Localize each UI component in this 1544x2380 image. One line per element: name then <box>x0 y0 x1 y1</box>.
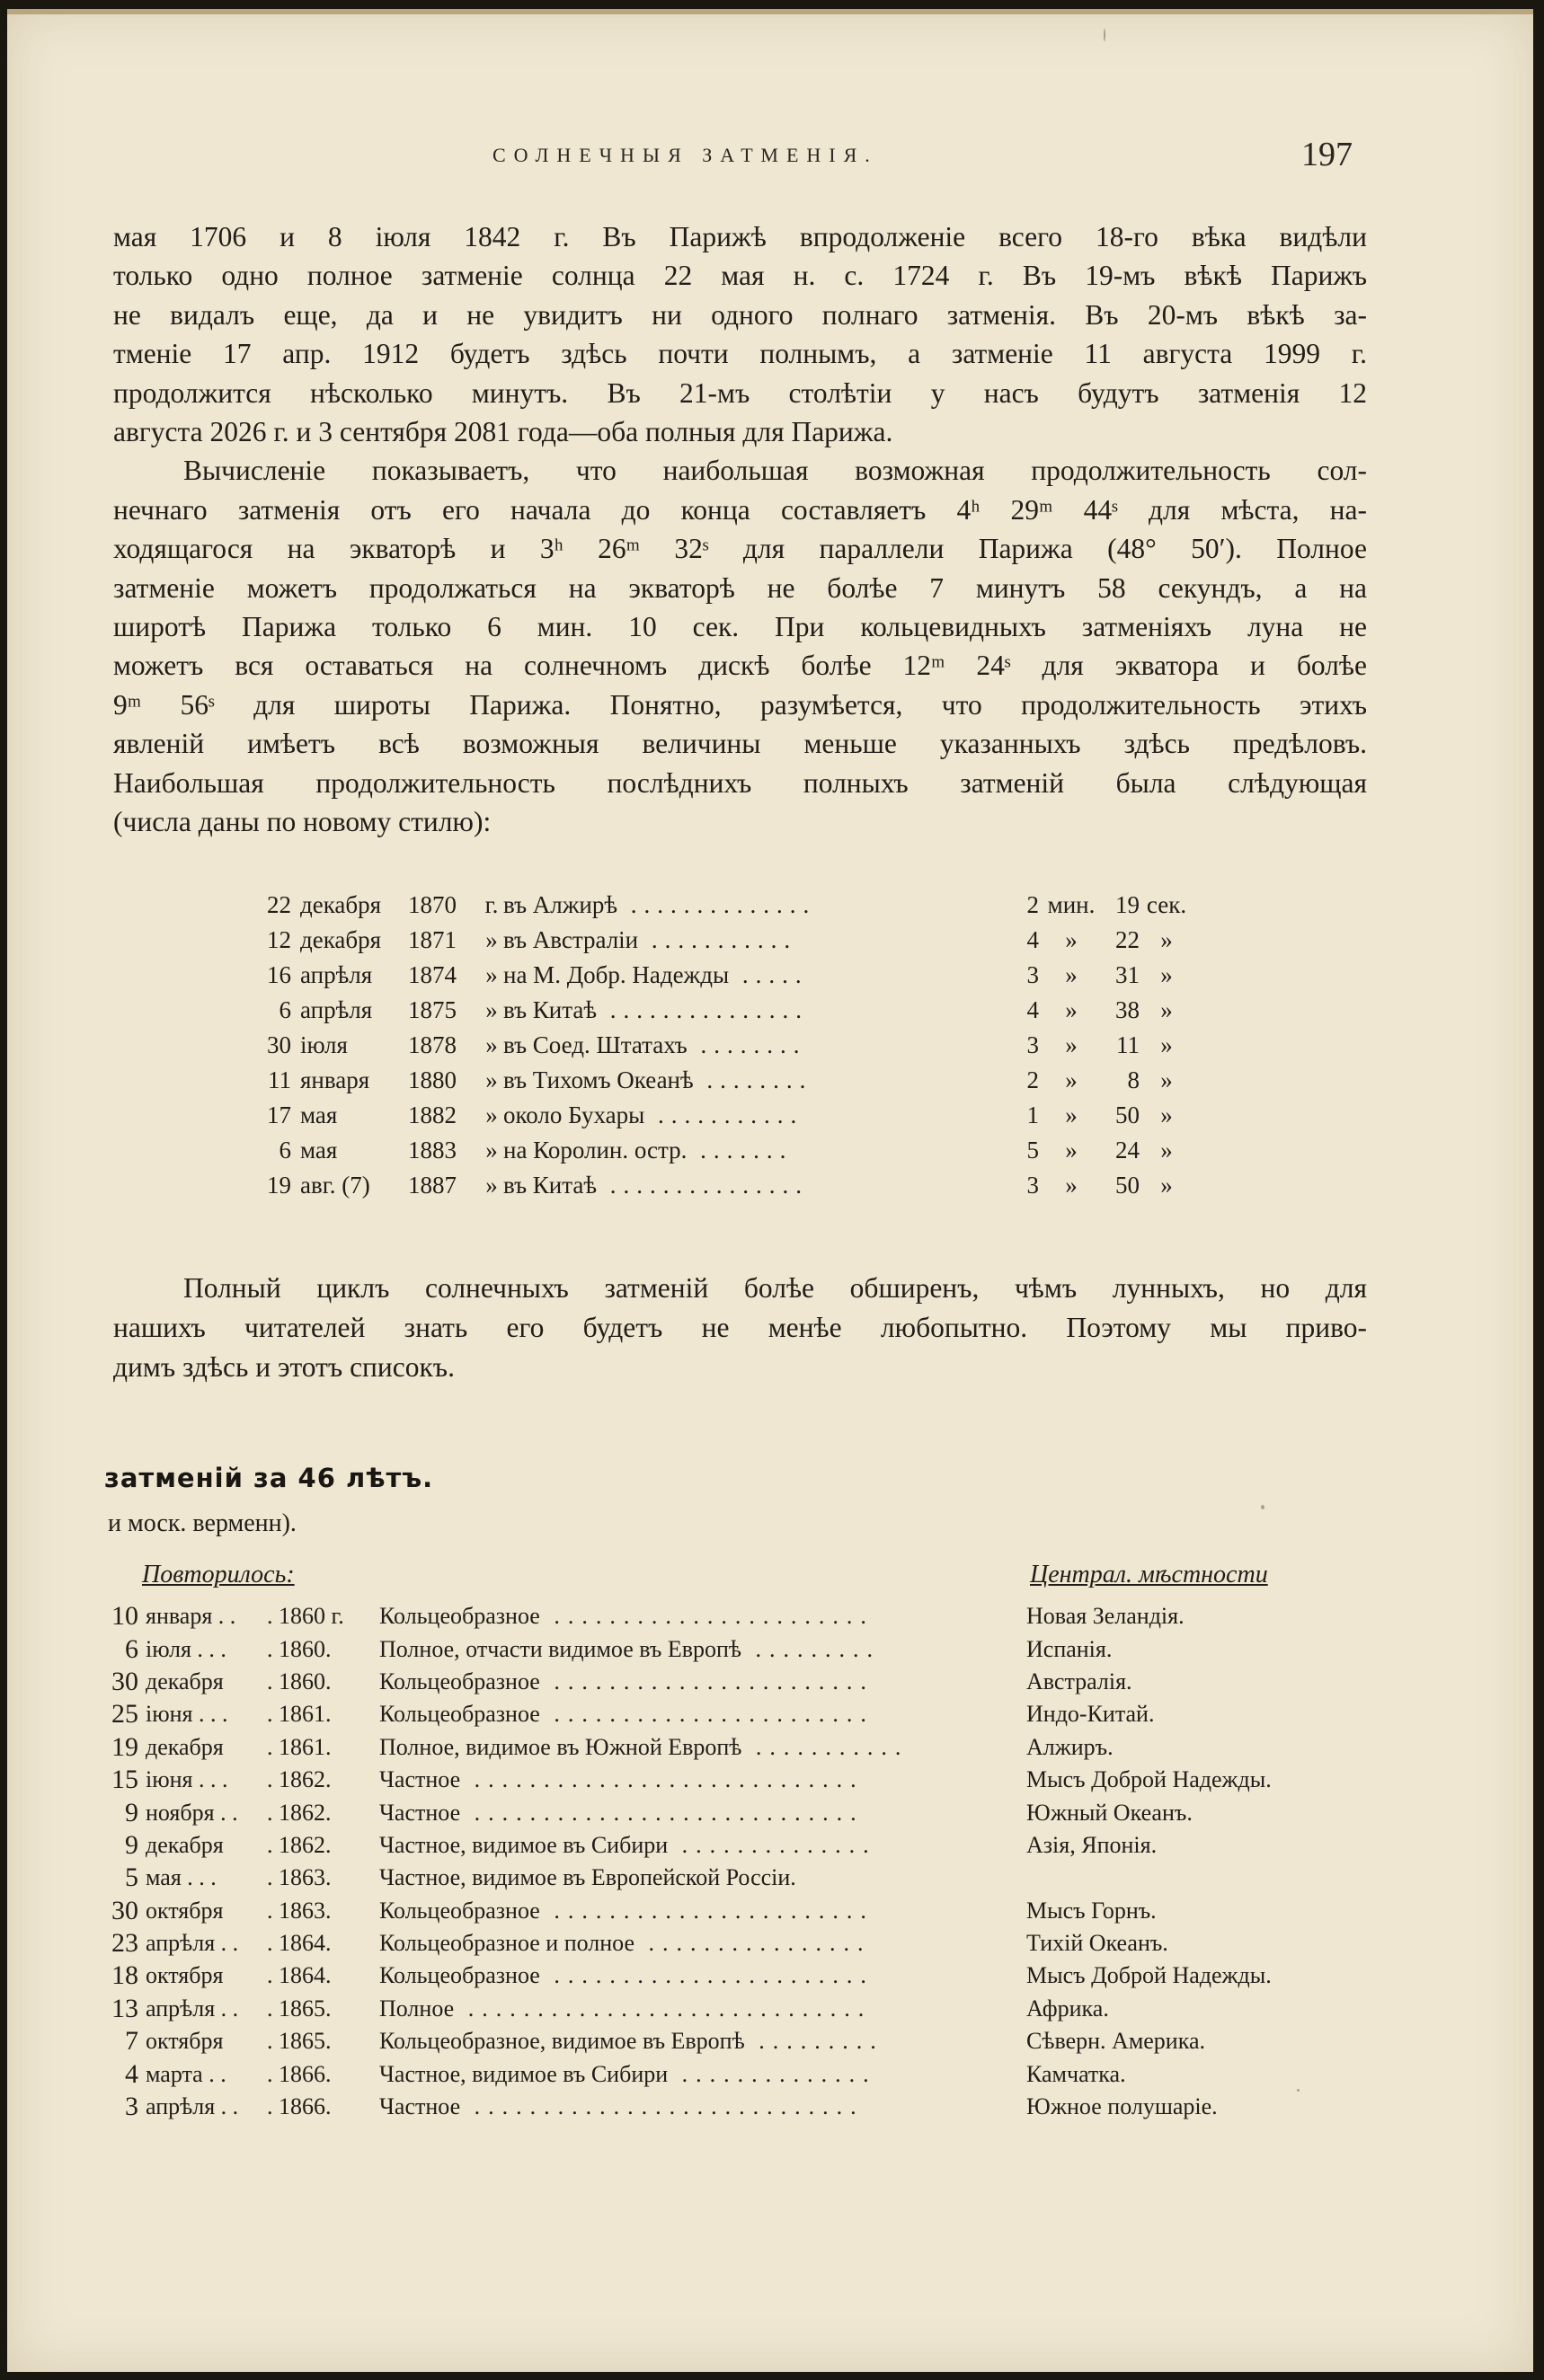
eclipse-month: апрѣля <box>300 996 373 1023</box>
cycle-year: . 1862. <box>267 1799 332 1826</box>
leader-dots: ....................... <box>539 1603 874 1630</box>
body-line: мая 1706 и 8 іюля 1842 г. Въ Парижѣ впродолженіе всего 18-го вѣка видѣли <box>113 221 1367 252</box>
cycle-year: . 1860 г. <box>267 1603 344 1630</box>
leader-dots: ......... <box>741 1635 882 1662</box>
cycle-year: . 1862. <box>267 1766 332 1793</box>
minutes-unit: » <box>1065 1031 1078 1058</box>
eclipse-day: 12 <box>267 926 291 953</box>
eclipse-day: 6 <box>279 996 291 1023</box>
eclipse-type-text: Кольцеобразное <box>379 1962 540 1989</box>
cycle-year: . 1863. <box>267 1864 332 1891</box>
cycle-month: декабря <box>146 1733 224 1760</box>
central-place: Камчатка. <box>1026 2060 1126 2087</box>
table-row <box>99 1632 1332 1665</box>
table-row <box>99 1600 1332 1632</box>
column-heading-central-places: Централ. мѣстности <box>1030 1561 1268 1588</box>
seconds-unit: » <box>1160 1031 1173 1058</box>
table-row <box>248 1098 1193 1133</box>
cycle-year: . 1866. <box>267 2060 332 2087</box>
table-row <box>99 1666 1332 1698</box>
eclipse-place-text: въ Алжирѣ <box>503 891 618 918</box>
body-line: тменіе 17 апр. 1912 будетъ здѣсь почти полнымъ, а затменіе 11 августа 1999 г. <box>113 338 1367 370</box>
leader-dots: ........... <box>638 926 798 953</box>
eclipse-month: января <box>300 1066 370 1093</box>
body-line: явленій имѣетъ всѣ возможныя величины меньше указанныхъ здѣсь предѣловъ. <box>113 728 1367 760</box>
cycle-month: іюня . . . <box>146 1766 228 1793</box>
ditto-mark: » <box>485 1102 498 1128</box>
body-line: только одно полное затменіе солнца 22 мая н. с. 1724 г. Въ 19-мъ вѣкѣ Парижъ <box>113 260 1367 292</box>
eclipse-year: 1875 <box>408 996 457 1023</box>
leader-dots: ............... <box>597 1172 810 1199</box>
body-line: затменіе можетъ продолжаться на экваторѣ не болѣе 7 минутъ 58 секундъ, а на <box>113 571 1367 604</box>
central-place: Сѣверн. Америка. <box>1026 2028 1205 2055</box>
body-line: Полный циклъ солнечныхъ затменій болѣе обширенъ, чѣмъ лунныхъ, но для <box>183 1272 1367 1304</box>
duration-seconds: 11 <box>1116 1031 1140 1058</box>
eclipse-year: 1874 <box>408 961 457 988</box>
eclipse-type-text: Кольцеобразное <box>379 1603 540 1630</box>
leader-dots: ............... <box>597 996 810 1023</box>
cycle-day: 25 <box>111 1699 138 1730</box>
eclipse-type-text: Полное <box>379 1995 455 2022</box>
eclipse-year: 1882 <box>408 1102 457 1128</box>
table-row <box>248 1133 1193 1168</box>
eclipse-year: 1870 <box>408 891 457 918</box>
cycle-year: . 1860. <box>267 1635 332 1662</box>
seconds-unit: » <box>1160 1066 1173 1093</box>
cycle-intro-paragraph <box>113 1269 1367 1387</box>
eclipse-place <box>503 958 1007 993</box>
duration-minutes: 4 <box>1026 926 1039 953</box>
table-row <box>99 1829 1332 1862</box>
body-line: широтѣ Парижа только 6 мин. 10 сек. При кольцевидныхъ затменіяхъ луна не <box>113 611 1367 643</box>
eclipse-year: 1883 <box>408 1137 457 1163</box>
eclipse-month: апрѣля <box>300 961 373 988</box>
eclipse-day: 22 <box>267 891 291 918</box>
cycle-day: 7 <box>125 2026 138 2057</box>
leader-dots: ............................ <box>460 1766 865 1793</box>
duration-minutes: 3 <box>1026 961 1039 988</box>
central-place: Австралія. <box>1026 1668 1132 1694</box>
body-line: можетъ вся оставаться на солнечномъ дискѣ болѣе 12ᵐ 24ˢ для экватора и болѣе <box>113 650 1367 682</box>
seconds-unit: » <box>1160 1102 1173 1128</box>
body-line: нашихъ читателей знать его будетъ не менѣе любопытно. Поэтому мы приво- <box>113 1312 1367 1343</box>
eclipse-place-text: въ Тихомъ Океанѣ <box>503 1066 694 1093</box>
seconds-unit: » <box>1160 1137 1173 1163</box>
duration-seconds: 8 <box>1127 1066 1140 1093</box>
table-row <box>99 1698 1332 1730</box>
body-line: 9ᵐ 56ˢ для широты Парижа. Понятно, разумѣется, что продолжительность этихъ <box>113 688 1367 721</box>
cycle-day: 9 <box>125 1797 138 1827</box>
eclipse-place-text: на М. Добр. Надежды <box>503 961 730 988</box>
book-page <box>7 9 1533 2372</box>
eclipse-type <box>379 1698 1026 1730</box>
cycle-day: 23 <box>111 1928 138 1959</box>
cycle-year: . 1864. <box>267 1962 332 1989</box>
duration-minutes: 5 <box>1026 1137 1039 1163</box>
ditto-mark: » <box>485 926 498 953</box>
eclipse-month: декабря <box>300 891 382 918</box>
ditto-mark: г. <box>484 891 499 918</box>
duration-seconds: 31 <box>1115 961 1140 988</box>
eclipse-type-text: Кольцеобразное и полное <box>379 1930 635 1957</box>
table-row <box>99 1895 1332 1927</box>
cycle-month: марта . . <box>146 2060 226 2087</box>
central-place <box>1026 1862 1332 1894</box>
cycle-month: апрѣля . . <box>146 1930 239 1957</box>
eclipse-year: 1887 <box>408 1172 457 1199</box>
eclipse-year: 1871 <box>408 926 457 953</box>
eclipse-type <box>379 2025 1026 2057</box>
section-subheading: и моск. верменн). <box>108 1509 297 1537</box>
table-row <box>99 2025 1332 2057</box>
table-row <box>248 1063 1193 1098</box>
eclipse-type <box>379 1731 1026 1764</box>
body-line: не видалъ еще, да и не увидитъ ни одного полнаго затменія. Въ 20-мъ вѣкѣ за- <box>113 298 1367 331</box>
eclipse-month: мая <box>300 1102 338 1128</box>
minutes-unit: » <box>1065 1066 1078 1093</box>
eclipse-place-text: около Бухары <box>503 1102 645 1128</box>
eclipse-place <box>503 888 1007 923</box>
paper-speck <box>1297 2089 1300 2092</box>
cycle-day: 4 <box>125 2058 138 2089</box>
leader-dots: ....................... <box>539 1701 874 1728</box>
cycle-day: 18 <box>111 1960 138 1991</box>
eclipse-type <box>379 1895 1026 1927</box>
duration-seconds: 38 <box>1115 996 1140 1023</box>
eclipse-place <box>503 1063 1007 1098</box>
leader-dots: .............. <box>668 1831 877 1858</box>
body-line: (числа даны по новому стилю): <box>113 806 492 838</box>
leader-dots: ............................ <box>460 1799 865 1826</box>
cycle-day: 30 <box>111 1895 138 1925</box>
eclipse-type <box>379 1600 1026 1632</box>
eclipse-type <box>379 1829 1026 1862</box>
minutes-unit: » <box>1065 961 1078 988</box>
cycle-month: октября <box>146 1897 224 1924</box>
eclipse-type-text: Частное, видимое въ Сибири <box>379 1831 669 1858</box>
ditto-mark: » <box>485 1137 498 1163</box>
leader-dots: ....................... <box>539 1668 874 1694</box>
table-row <box>99 1731 1332 1764</box>
eclipse-place <box>503 1168 1007 1203</box>
eclipse-day: 19 <box>267 1172 291 1199</box>
eclipse-type <box>379 1796 1026 1828</box>
table-row <box>99 1764 1332 1796</box>
ditto-mark: » <box>485 961 498 988</box>
table-row <box>248 888 1193 923</box>
body-line: Наибольшая продолжительность послѣднихъ полныхъ затменій была слѣдующая <box>113 766 1367 799</box>
leader-dots: .............. <box>668 2060 877 2087</box>
duration-seconds: 19 <box>1115 891 1140 918</box>
ditto-mark: » <box>485 996 498 1023</box>
eclipse-place <box>503 1133 1007 1168</box>
leader-dots: ................ <box>634 1930 872 1957</box>
cycle-day: 19 <box>111 1731 138 1762</box>
cycle-day: 9 <box>125 1829 138 1860</box>
duration-minutes: 3 <box>1026 1172 1039 1199</box>
cycle-month: ноября . . <box>146 1799 238 1826</box>
duration-seconds: 22 <box>1115 926 1140 953</box>
minutes-unit: » <box>1065 996 1078 1023</box>
central-place: Алжиръ. <box>1026 1733 1114 1760</box>
seconds-unit: » <box>1160 961 1173 988</box>
cycle-year: . 1860. <box>267 1668 332 1694</box>
cycle-month: октября <box>146 2028 224 2055</box>
minutes-unit: мин. <box>1047 891 1096 918</box>
duration-minutes: 2 <box>1026 891 1039 918</box>
leader-dots: ....................... <box>539 1962 874 1989</box>
eclipse-type <box>379 2091 1026 2123</box>
table-row <box>99 1796 1332 1828</box>
eclipse-type <box>379 1666 1026 1698</box>
seconds-unit: » <box>1160 926 1173 953</box>
cycle-year: . 1865. <box>267 2028 332 2055</box>
cycle-year: . 1866. <box>267 2093 332 2120</box>
body-line: Вычисленіе показываетъ, что наибольшая возможная продолжительность сол- <box>183 455 1367 487</box>
eclipse-type <box>379 1764 1026 1796</box>
page-header <box>7 136 1533 178</box>
minutes-unit: » <box>1065 1102 1078 1128</box>
section-heading: затменій за 46 лѣтъ. <box>104 1463 434 1493</box>
eclipse-type-text: Частное <box>379 1799 461 1826</box>
minutes-unit: » <box>1065 1172 1078 1199</box>
eclipse-cycle-table <box>99 1600 1332 2123</box>
eclipse-type-text: Кольцеобразное <box>379 1897 540 1924</box>
leader-dots: ........... <box>644 1102 804 1128</box>
central-place: Мысъ Доброй Надежды. <box>1026 1766 1272 1793</box>
cycle-day: 3 <box>125 2092 138 2122</box>
duration-seconds: 50 <box>1115 1172 1140 1199</box>
central-place: Африка. <box>1026 1995 1109 2022</box>
duration-minutes: 1 <box>1026 1102 1039 1128</box>
table-row <box>248 1028 1193 1063</box>
eclipse-place-text: въ Китаѣ <box>503 996 598 1023</box>
eclipse-place-text: въ Австраліи <box>503 926 639 953</box>
paper-speck <box>1104 29 1105 41</box>
duration-minutes: 3 <box>1026 1031 1039 1058</box>
duration-seconds: 24 <box>1115 1137 1140 1163</box>
cycle-year: . 1863. <box>267 1897 332 1924</box>
eclipse-type-text: Кольцеобразное <box>379 1701 540 1728</box>
eclipse-type-text: Частное, видимое въ Сибири <box>379 2060 669 2087</box>
cycle-day: 30 <box>111 1666 138 1696</box>
leader-dots: ............................ <box>460 2093 865 2120</box>
body-line: августа 2026 г. и 3 сентября 2081 года—оба полныя для Парижа. <box>113 416 893 448</box>
body-line: димъ здѣсь и этотъ списокъ. <box>113 1351 455 1383</box>
cycle-day: 13 <box>111 1993 138 2023</box>
eclipse-type-text: Частное, видимое въ Европейской Россіи. <box>379 1864 796 1891</box>
cycle-month: мая . . . <box>146 1864 217 1891</box>
central-place: Новая Зеландія. <box>1026 1603 1185 1630</box>
table-row <box>248 958 1193 993</box>
eclipse-type <box>379 1862 1026 1894</box>
seconds-unit: » <box>1160 1172 1173 1199</box>
central-place: Южное полушаріе. <box>1026 2093 1218 2120</box>
cycle-month: декабря <box>146 1668 224 1694</box>
eclipse-type <box>379 1927 1026 1960</box>
table-row <box>248 923 1193 958</box>
duration-minutes: 4 <box>1026 996 1039 1023</box>
cycle-month: іюня . . . <box>146 1701 228 1728</box>
eclipse-type-text: Частное <box>379 2093 461 2120</box>
table-row <box>99 1960 1332 1992</box>
cycle-year: . 1864. <box>267 1930 332 1957</box>
cycle-month: апрѣля . . <box>146 2093 239 2120</box>
eclipse-month: авг. (7) <box>300 1172 370 1199</box>
eclipse-place-text: въ Китаѣ <box>503 1172 598 1199</box>
eclipse-type-text: Кольцеобразное, видимое въ Европѣ <box>379 2028 745 2055</box>
cycle-year: . 1862. <box>267 1831 332 1858</box>
eclipse-type <box>379 1632 1026 1665</box>
eclipse-month: іюля <box>300 1031 348 1058</box>
cycle-month: октября <box>146 1962 224 1989</box>
cycle-day: 6 <box>125 1633 138 1664</box>
duration-seconds: 50 <box>1115 1102 1140 1128</box>
running-title: СОЛНЕЧНЫЯ ЗАТМЕНІЯ. <box>492 144 878 166</box>
minutes-unit: » <box>1065 926 1078 953</box>
cycle-month: января . . <box>146 1603 236 1630</box>
cycle-month: іюля . . . <box>146 1635 226 1662</box>
central-place: Тихій Океанъ. <box>1026 1930 1168 1957</box>
cycle-year: . 1861. <box>267 1701 332 1728</box>
cycle-day: 15 <box>111 1765 138 1795</box>
leader-dots: ........... <box>741 1733 910 1760</box>
eclipse-place <box>503 1028 1007 1063</box>
eclipse-type-text: Частное <box>379 1766 461 1793</box>
eclipse-month: декабря <box>300 926 382 953</box>
central-place: Азія, Японія. <box>1026 1831 1158 1858</box>
eclipse-type-text: Полное, видимое въ Южной Европѣ <box>379 1733 742 1760</box>
cycle-month: апрѣля . . <box>146 1995 239 2022</box>
body-line: ходящагося на экваторѣ и 3ʰ 26ᵐ 32ˢ для параллели Парижа (48° 50′). Полное <box>113 533 1367 565</box>
cycle-month: декабря <box>146 1831 224 1858</box>
longest-eclipses-table <box>248 888 1193 1203</box>
ditto-mark: » <box>485 1066 498 1093</box>
central-place: Испанія. <box>1026 1635 1113 1662</box>
eclipse-place <box>503 1098 1007 1133</box>
eclipse-year: 1880 <box>408 1066 457 1093</box>
table-row <box>99 2091 1332 2123</box>
minutes-unit: » <box>1065 1137 1078 1163</box>
eclipse-place <box>503 993 1007 1028</box>
body-line: нечнаго затменія отъ его начала до конца составляетъ 4ʰ 29ᵐ 44ˢ для мѣста, на- <box>113 493 1367 526</box>
leader-dots: ........ <box>693 1066 813 1093</box>
leader-dots: ......... <box>744 2028 884 2055</box>
eclipse-month: мая <box>300 1137 338 1163</box>
table-row <box>99 2057 1332 2090</box>
eclipse-place-text: на Королин. остр. <box>503 1137 688 1163</box>
leader-dots: .............. <box>617 891 817 918</box>
page-number: 197 <box>1301 136 1353 173</box>
central-place: Мысъ Горнъ. <box>1026 1897 1157 1924</box>
seconds-unit: » <box>1160 996 1173 1023</box>
paper-speck <box>1261 1505 1264 1509</box>
eclipse-place <box>503 923 1007 958</box>
seconds-unit: сек. <box>1146 891 1187 918</box>
eclipse-day: 16 <box>267 961 291 988</box>
page-edge <box>7 9 1533 14</box>
body-line: продолжится нѣсколько минутъ. Въ 21-мъ столѣтіи у насъ будутъ затменія 12 <box>113 376 1367 409</box>
table-row <box>99 1862 1332 1894</box>
ditto-mark: » <box>485 1172 498 1199</box>
duration-minutes: 2 <box>1026 1066 1039 1093</box>
leader-dots: ............................. <box>454 1995 873 2022</box>
cycle-year: . 1865. <box>267 1995 332 2022</box>
leader-dots: ....... <box>687 1137 794 1163</box>
central-place: Мысъ Доброй Надежды. <box>1026 1962 1272 1989</box>
eclipse-type <box>379 1960 1026 1992</box>
eclipse-type-text: Полное, отчасти видимое въ Европѣ <box>379 1635 742 1662</box>
cycle-day: 10 <box>111 1601 138 1632</box>
cycle-day: 5 <box>125 1862 138 1893</box>
table-row <box>99 1993 1332 2025</box>
eclipse-day: 30 <box>267 1031 291 1058</box>
ditto-mark: » <box>485 1031 498 1058</box>
eclipse-type <box>379 2057 1026 2090</box>
eclipse-day: 6 <box>279 1137 291 1163</box>
eclipse-place-text: въ Соед. Штатахъ <box>503 1031 688 1058</box>
eclipse-day: 17 <box>267 1102 291 1128</box>
eclipse-day: 11 <box>268 1066 291 1093</box>
eclipse-type <box>379 1993 1026 2025</box>
column-heading-repeated: Повторилось: <box>142 1561 295 1588</box>
leader-dots: ....................... <box>539 1897 874 1924</box>
central-place: Индо-Китай. <box>1026 1701 1155 1728</box>
cycle-year: . 1861. <box>267 1733 332 1760</box>
eclipse-year: 1878 <box>408 1031 457 1058</box>
table-row <box>248 993 1193 1028</box>
leader-dots: ........ <box>687 1031 807 1058</box>
eclipse-type-text: Кольцеобразное <box>379 1668 540 1694</box>
leader-dots: ..... <box>729 961 809 988</box>
table-row <box>99 1927 1332 1960</box>
table-row <box>248 1168 1193 1203</box>
central-place: Южный Океанъ. <box>1026 1799 1193 1826</box>
body-text <box>113 217 1367 842</box>
